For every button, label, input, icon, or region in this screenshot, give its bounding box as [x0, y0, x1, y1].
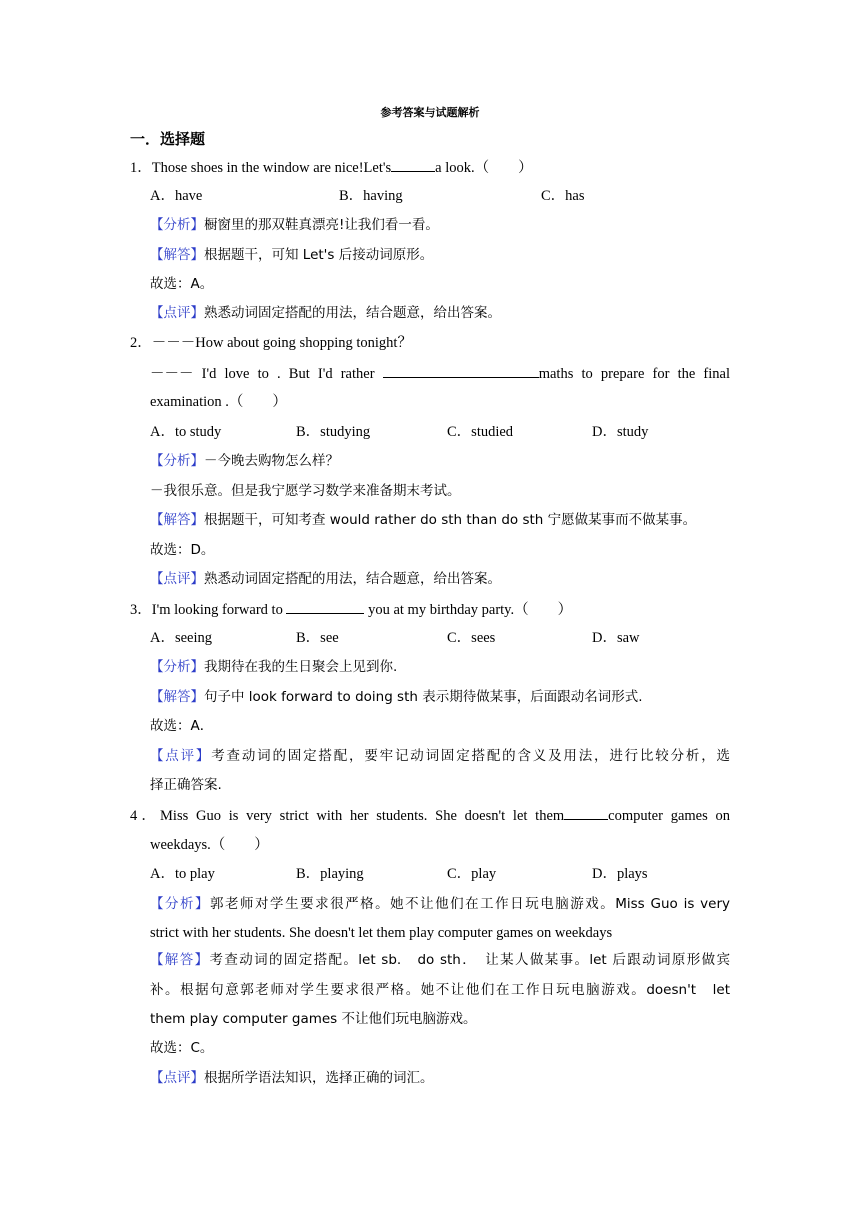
- analysis-text: 郭老师对学生要求很严格。她不让他们在工作日玩电脑游戏。Miss Guo is very: [210, 896, 730, 912]
- question-4-analysis-line2: strict with her students. She doesn't let them play computer games on weekdays: [150, 925, 613, 941]
- question-3-stem-part: you at my birthday party.（ ）: [368, 602, 573, 618]
- question-1-analysis: [150, 215, 730, 235]
- question-3-option-b: B．see: [296, 630, 339, 646]
- question-2-option-a: A．to study: [150, 424, 222, 440]
- question-2-analysis-line2: －我很乐意。但是我宁愿学习数学来准备期末考试。: [150, 483, 461, 499]
- page-title: 参考答案与试题解析: [380, 106, 480, 119]
- analysis-tag: 【分析】: [150, 659, 204, 675]
- question-1-option-b: B．having: [339, 188, 403, 204]
- comment-tag: 【点评】: [150, 748, 212, 764]
- solution-text: 根据题干，可知 Let's 后接动词原形。: [204, 247, 434, 263]
- question-2-option-b: B．studying: [296, 424, 371, 440]
- solution-tag: 【解答】: [150, 512, 204, 528]
- question-3-comment: [150, 746, 730, 766]
- question-2-option-d: D．study: [592, 424, 649, 440]
- question-4-option-a: A．to play: [150, 866, 215, 882]
- question-4-stem-line2: weekdays.（ ）: [150, 837, 269, 853]
- answer-blank: [383, 363, 539, 378]
- question-1-stem-part: 1．Those shoes in the window are nice!Let's: [130, 160, 392, 176]
- question-1-option-a: A．have: [150, 188, 203, 204]
- solution-tag: 【解答】: [150, 247, 204, 263]
- answer-blank: [391, 157, 435, 172]
- question-3-answer: 故选：A．: [150, 718, 214, 734]
- question-4-solution: [150, 950, 730, 970]
- question-1-comment: [150, 303, 730, 323]
- section-heading: 一．选择题: [130, 130, 206, 148]
- question-2-comment: [150, 569, 730, 589]
- question-4-answer: 故选：C。: [150, 1040, 214, 1056]
- question-4-stem-part: computer games on: [608, 808, 730, 824]
- comment-text: 熟悉动词固定搭配的用法，结合题意，给出答案。: [204, 305, 501, 321]
- question-2-stem: 2．－－－How about going shopping tonight？: [130, 335, 412, 351]
- question-1-option-c: C．has: [541, 188, 585, 204]
- analysis-tag: 【分析】: [150, 217, 204, 233]
- question-4-comment: [150, 1068, 730, 1088]
- question-3-stem-part: 3．I'm looking forward to: [130, 602, 283, 618]
- comment-tag: 【点评】: [150, 305, 204, 321]
- question-1-stem: [130, 157, 730, 178]
- comment-tag: 【点评】: [150, 571, 204, 587]
- question-2-analysis: [150, 451, 730, 471]
- comment-text: 考查动词的固定搭配，要牢记动词固定搭配的含义及用法，进行比较分析，选: [211, 748, 731, 764]
- answer-blank: [564, 805, 608, 820]
- question-3-comment-line2: 择正确答案.: [150, 777, 222, 793]
- comment-text: 根据所学语法知识，选择正确的词汇。: [204, 1070, 434, 1086]
- comment-tag: 【点评】: [150, 1070, 204, 1086]
- question-1-stem-part: a look.（ ）: [435, 160, 533, 176]
- question-4-option-d: D．plays: [592, 866, 648, 882]
- question-1-solution: [150, 245, 730, 265]
- solution-text: 句子中 look forward to doing sth 表示期待做某事，后面跟动名词形式.: [204, 689, 643, 705]
- solution-text: 考查动词的固定搭配。let sb. do sth． 让某人做某事。let 后跟动词原形做宾: [209, 952, 730, 968]
- question-4-analysis: [150, 894, 730, 914]
- question-2-answer: 故选：D。: [150, 542, 215, 558]
- solution-tag: 【解答】: [150, 952, 210, 968]
- question-4-option-b: B．playing: [296, 866, 364, 882]
- question-3-option-d: D．saw: [592, 630, 640, 646]
- question-3-analysis: [150, 657, 730, 677]
- solution-tag: 【解答】: [150, 689, 204, 705]
- analysis-tag: 【分析】: [150, 453, 204, 469]
- question-2-stem-line3: examination .（ ）: [150, 394, 287, 410]
- answer-blank: [286, 599, 364, 614]
- question-4-solution-line2: 补。根据句意郭老师对学生要求很严格。她不让他们在工作日玩电脑游戏。doesn't let: [150, 982, 730, 998]
- question-2-option-c: C．studied: [447, 424, 514, 440]
- question-4-solution-line3: them play computer games 不让他们玩电脑游戏。: [150, 1011, 477, 1027]
- question-2-stem-part: maths to prepare for the final: [538, 366, 731, 382]
- analysis-text: －今晚去购物怎么样？: [204, 453, 339, 469]
- question-3-option-c: C．sees: [447, 630, 496, 646]
- question-3-solution: [150, 687, 730, 707]
- question-4-stem-part: 4．Miss Guo is very strict with her students. She doesn't let them: [130, 808, 565, 824]
- question-2-stem-line2: [150, 363, 730, 384]
- question-1-answer: 故选：A。: [150, 276, 214, 292]
- comment-text: 熟悉动词固定搭配的用法，结合题意，给出答案。: [204, 571, 501, 587]
- analysis-tag: 【分析】: [150, 896, 211, 912]
- question-3-option-a: A．seeing: [150, 630, 213, 646]
- question-3-stem: [130, 599, 730, 620]
- solution-text: 根据题干，可知考查 would rather do sth than do sth 宁愿做某事而不做某事。: [204, 512, 697, 528]
- question-4-stem: [130, 805, 730, 826]
- analysis-text: 我期待在我的生日聚会上见到你.: [204, 659, 398, 675]
- analysis-text: 橱窗里的那双鞋真漂亮!让我们看一看。: [204, 217, 439, 233]
- question-2-solution: [150, 510, 730, 530]
- question-2-stem-part: －－－ I'd love to . But I'd rather: [150, 366, 375, 382]
- question-4-option-c: C．play: [447, 866, 497, 882]
